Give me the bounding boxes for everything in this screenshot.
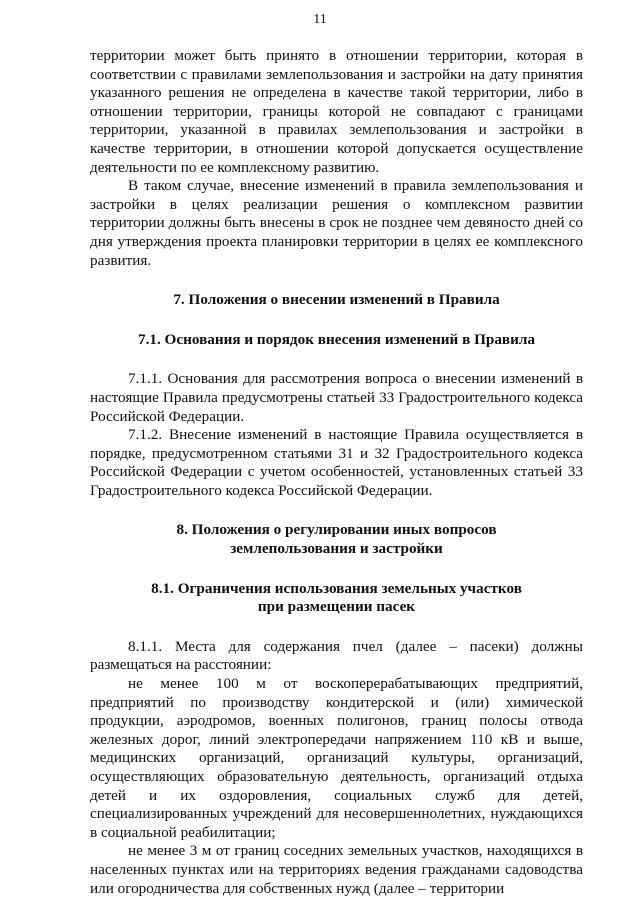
section-8-title — [90, 521, 583, 558]
clause-8-1-1: 8.1.1. Места для содержания пчел (далее – пасеки) должны размещаться на расстоянии: — [90, 637, 583, 674]
section-8-1-title-line-1: 8.1. Ограничения использования земельных участков — [151, 579, 522, 597]
document-body — [90, 47, 583, 898]
clause-7-1-1: 7.1.1. Основания для рассмотрения вопроса о внесении изменений в настоящие Правила предусмотрены статьей 33 Градостроительного кодекса Российской Федерации. — [90, 370, 583, 425]
section-8-title-line-2: землепользования и застройки — [230, 540, 443, 558]
section-8-title-line-1: 8. Положения о регулировании иных вопросов — [176, 521, 497, 539]
section-8-1-title — [90, 580, 583, 617]
clause-8-1-1-item-3m: не менее 3 м от границ соседних земельных участков, находящихся в населенных пунктах или на территориях ведения гражданами садоводства или огородничества для собственных нужд (далее – территории — [90, 842, 583, 897]
section-8-1-title-line-2: при размещении пасек — [257, 598, 416, 616]
intro-paragraph: В таком случае, внесение изменений в правила землепользования и застройки в целях реализации решения о комплексном развитии территории должны быть внесены в срок не позднее чем девяносто дней со дня утверждения проекта планировки территории в целях ее комплексного развития. — [90, 177, 583, 269]
section-7-1-title: 7.1. Основания и порядок внесения изменений в Правила — [137, 330, 536, 348]
clause-7-1-2: 7.1.2. Внесение изменений в настоящие Правила осуществляется в порядке, предусмотренном статьями 31 и 32 Градостроительного кодекса Российской Федерации с учетом особенностей, установленных статьей 33 Градостроительного кодекса Российской Федерации. — [90, 426, 583, 499]
clause-8-1-1-item-100m: не менее 100 м от воскоперерабатывающих предприятий, предприятий по производству кондитерской и (или) химической продукции, аэродромов, военных полигонов, границ полосы отвода железных дорог, линий электропередачи напряжением 110 кВ и выше, медицинских организаций, организаций культуры, организаций, осуществляющих образовательную деятельность, организаций отдыха детей и их оздоровления, социальных служб для детей, специализированных учреждений для несовершеннолетних, нуждающихся в социальной реабилитации; — [90, 675, 583, 841]
page-number: 11 — [313, 12, 327, 27]
section-7-title: 7. Положения о внесении изменений в Правила — [173, 291, 500, 309]
intro-paragraph-continued: территории может быть принято в отношении территории, которая в соответствии с правилами землепользования и застройки на дату принятия указанного решения не определена в качестве такой территории, либо в отношении территории, границы которой не совпадают с границами территории, указанной в правилах землепользования и застройки в качестве территории, в отношении которой допускается осуществление деятельности по ее комплексному развитию. — [90, 47, 583, 176]
